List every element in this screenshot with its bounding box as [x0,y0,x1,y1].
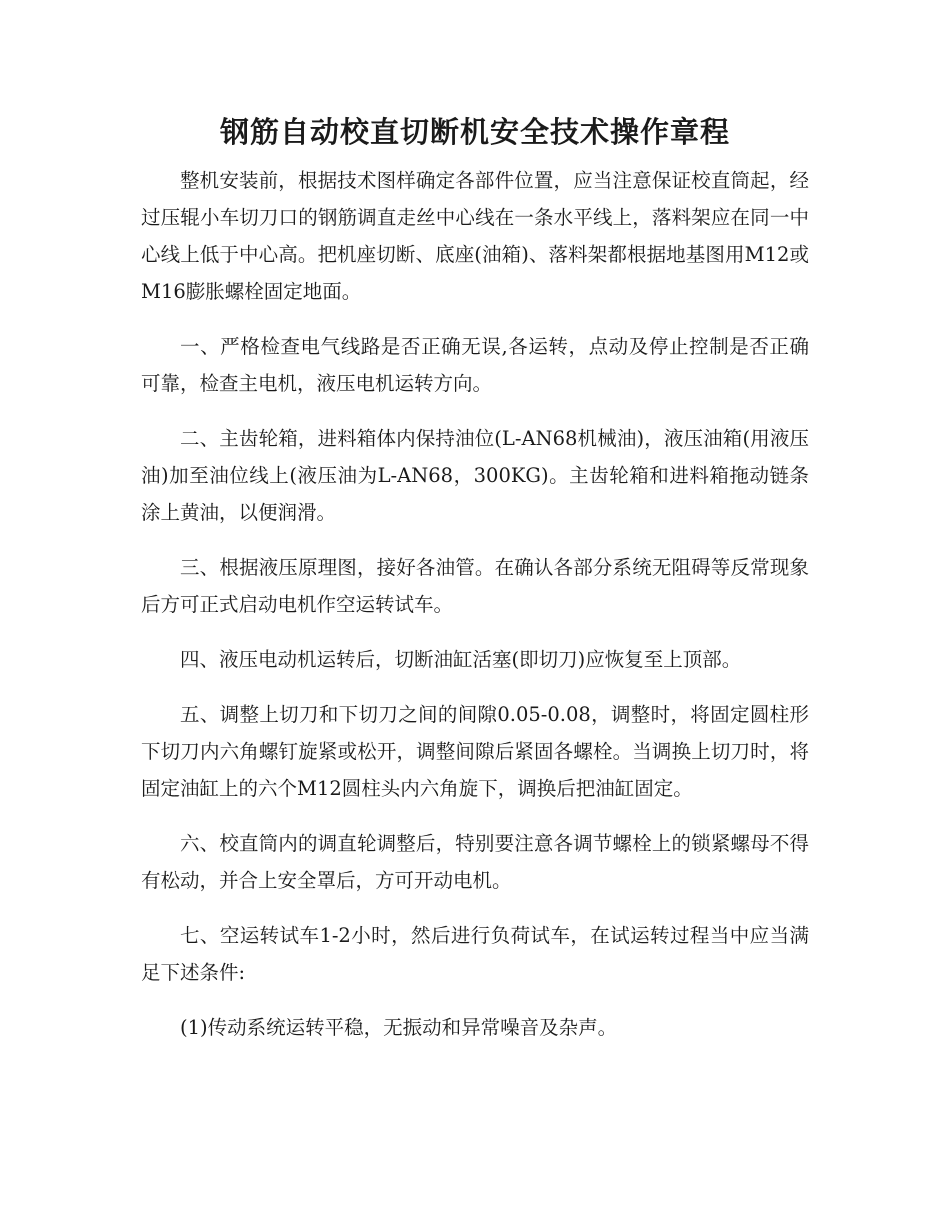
paragraph-item-7: 七、空运转试车1-2小时，然后进行负荷试车，在试运转过程当中应当满足下述条件: [141,924,809,984]
paragraph-intro: 整机安装前，根据技术图样确定各部件位置，应当注意保证校直筒起，经过压辊小车切刀口的钢筋调直走丝中心线在一条水平线上，落料架应在同一中心线上低于中心高。把机座切断、底座(油箱)、落料架都根据地基图用M12或M16膨胀螺栓固定地面。 [141,169,809,303]
paragraph-item-1: 一、严格检查电气线路是否正确无误,各运转，点动及停止控制是否正确可靠，检查主电机，液压电机运转方向。 [141,335,809,395]
paragraph-subitem-1: (1)传动系统运转平稳，无振动和异常噪音及杂声。 [180,1016,618,1039]
paragraph-item-3: 三、根据液压原理图，接好各油管。在确认各部分系统无阻碍等反常现象后方可正式启动电机作空运转试车。 [141,556,809,616]
paragraph-item-2: 二、主齿轮箱，进料箱体内保持油位(L-AN68机械油)，液压油箱(用液压油)加至油位线上(液压油为L-AN68，300KG)。主齿轮箱和进料箱拖动链条涂上黄油，以便润滑。 [141,427,809,524]
paragraph-item-4: 四、液压电动机运转后，切断油缸活塞(即切刀)应恢复至上顶部。 [180,648,742,671]
paragraph-item-5: 五、调整上切刀和下切刀之间的间隙0.05-0.08，调整时，将固定圆柱形下切刀内六角螺钉旋紧或松开，调整间隙后紧固各螺栓。当调换上切刀时，将固定油缸上的六个M12圆柱头内六角旋下，调换后把油缸固定。 [141,703,809,800]
document-title: 钢筋自动校直切断机安全技术操作章程 [219,115,730,149]
document-body [141,162,809,1064]
paragraph-item-6: 六、校直筒内的调直轮调整后，特别要注意各调节螺栓上的锁紧螺母不得有松动，并合上安全罩后，方可开动电机。 [141,832,809,892]
